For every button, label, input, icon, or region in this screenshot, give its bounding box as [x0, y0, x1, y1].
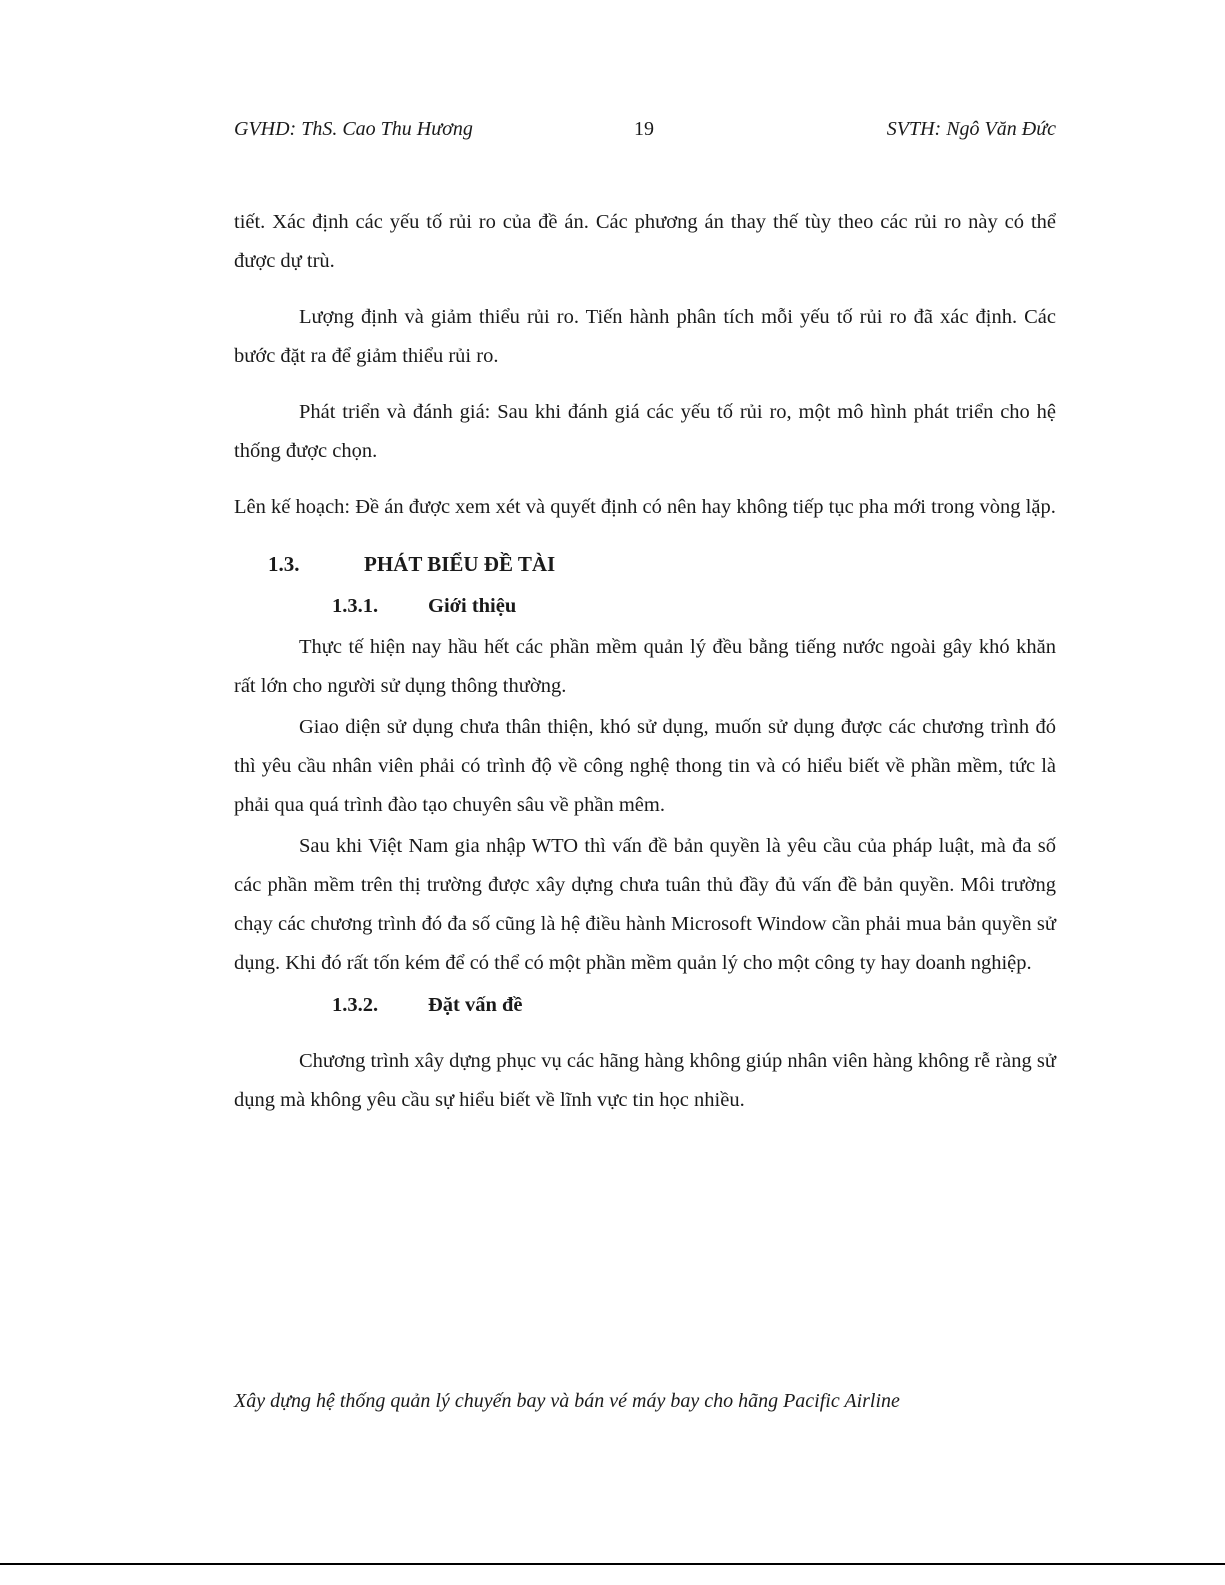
- paragraph: Thực tế hiện nay hầu hết các phần mềm quản lý đều bằng tiếng nước ngoài gây khó khăn rất lớn cho người sử dụng thông thường.: [234, 636, 1056, 697]
- subsection-heading: [234, 985, 1056, 1025]
- page-number: 19: [634, 118, 654, 140]
- page-body: [234, 203, 1056, 1120]
- section-heading: [234, 544, 1056, 584]
- subsection-number: 1.3.2.: [332, 994, 379, 1016]
- section-title: PHÁT BIỂU ĐỀ TÀI: [364, 552, 556, 576]
- paragraph: Lượng định và giảm thiểu rủi ro. Tiến hành phân tích mỗi yếu tố rủi ro đã xác định. Các bước đặt ra để giảm thiểu rủi ro.: [234, 306, 1056, 367]
- subsection-number: 1.3.1.: [332, 595, 379, 617]
- header-student: SVTH: Ngô Văn Đức: [886, 118, 1056, 140]
- paragraph: Phát triển và đánh giá: Sau khi đánh giá các yếu tố rủi ro, một mô hình phát triển cho hệ thống được chọn.: [234, 401, 1056, 462]
- paragraph: Lên kế hoạch: Đề án được xem xét và quyết định có nên hay không tiếp tục pha mới trong vòng lặp.: [234, 496, 1056, 518]
- paragraph: Giao diện sử dụng chưa thân thiện, khó sử dụng, muốn sử dụng được các chương trình đó thì yêu cầu nhân viên phải có trình độ về công nghệ thong tin và có hiểu biết về phần mềm, tức là phải qua quá trình đào tạo chuyên sâu về phần mêm.: [234, 716, 1056, 816]
- header-advisor: GVHD: ThS. Cao Thu Hương: [234, 118, 473, 140]
- paragraph: Chương trình xây dựng phục vụ các hãng hàng không giúp nhân viên hàng không rễ ràng sử dụng mà không yêu cầu sự hiểu biết về lĩnh vực tin học nhiều.: [234, 1050, 1056, 1111]
- subsection-title: Đặt vấn đề: [428, 994, 523, 1016]
- section-number: 1.3.: [268, 552, 300, 576]
- page-header: [234, 118, 1056, 148]
- paragraph: tiết. Xác định các yếu tố rủi ro của đề án. Các phương án thay thế tùy theo các rủi ro này có thể được dự trù.: [234, 211, 1056, 272]
- subsection-heading: [234, 586, 1056, 626]
- paragraph: Sau khi Việt Nam gia nhập WTO thì vấn đề bản quyền là yêu cầu của pháp luật, mà đa số các phần mềm trên thị trường được xây dựng chưa tuân thủ đầy đủ vấn đề bản quyền. Môi trường chạy các chương trình đó đa số cũng là hệ điều hành Microsoft Window cần phải mua bản quyền sử dụng. Khi đó rất tốn kém để có thể có một phần mềm quản lý cho một công ty hay doanh nghiệp.: [234, 835, 1056, 974]
- page-footer: Xây dựng hệ thống quản lý chuyến bay và bán vé máy bay cho hãng Pacific Airline: [234, 1390, 900, 1412]
- subsection-title: Giới thiệu: [428, 595, 517, 617]
- bottom-border: [0, 1563, 1225, 1565]
